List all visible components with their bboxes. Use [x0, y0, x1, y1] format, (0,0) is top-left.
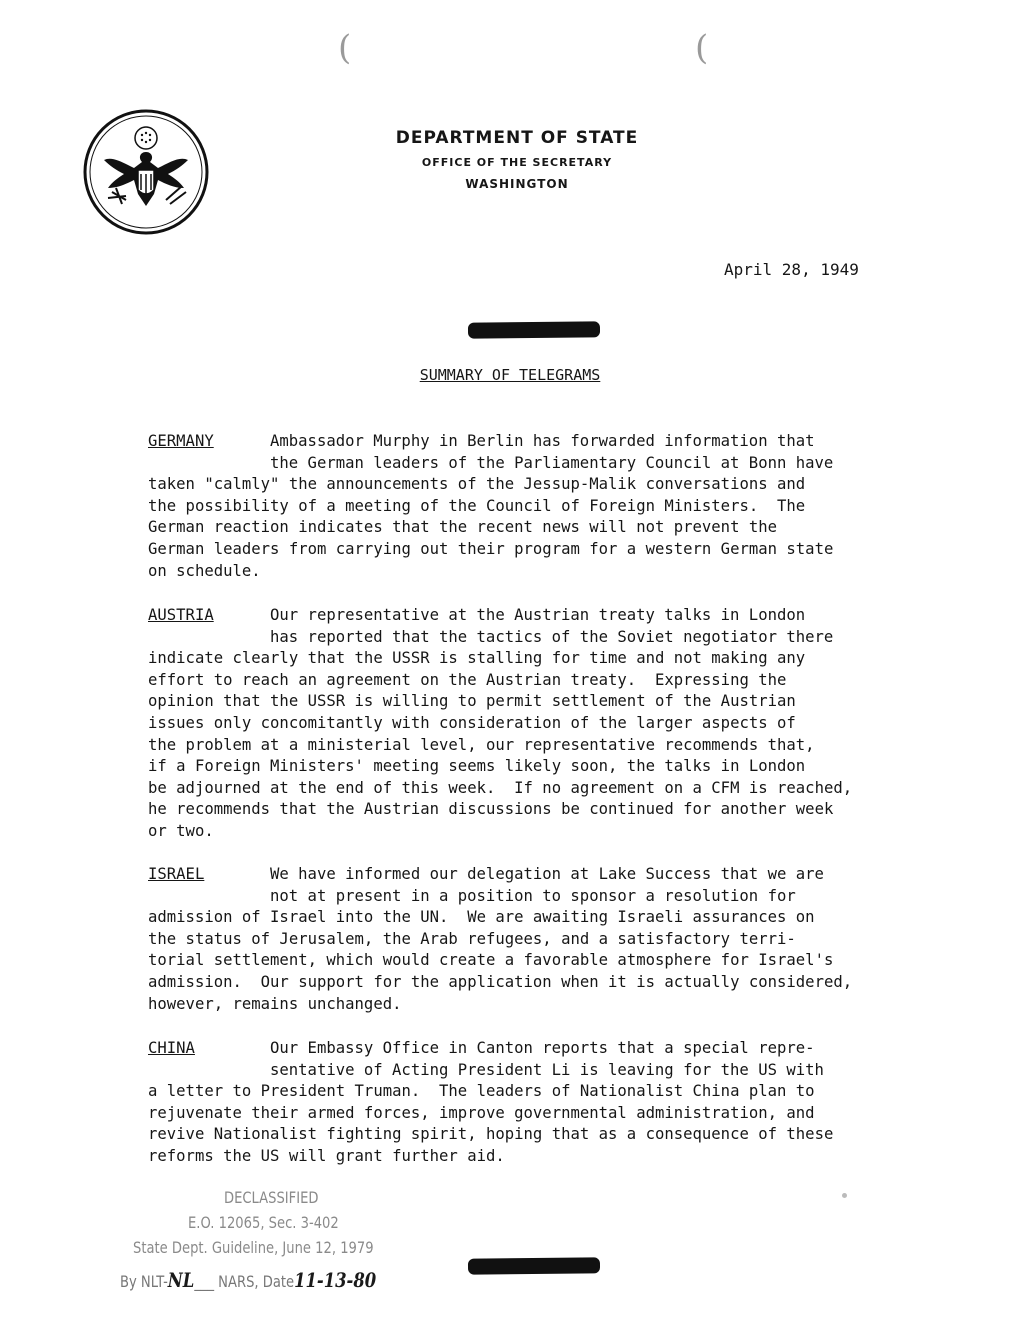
text-line: Ambassador Murphy in Berlin has forwarded information that: [270, 432, 815, 450]
section-label-germany: GERMANY: [148, 432, 214, 450]
document-date: April 28, 1949: [724, 260, 859, 279]
declassified-stamp-line2: E.O. 12065, Sec. 3-402: [188, 1213, 339, 1232]
letterhead-department: DEPARTMENT OF STATE: [395, 128, 639, 148]
letterhead-city: WASHINGTON: [465, 177, 569, 191]
text-line: has reported that the tactics of the Soviet negotiator there: [270, 627, 834, 646]
declassified-authority-line: [120, 1268, 376, 1292]
declassified-stamp-line3: State Dept. Guideline, June 12, 1979: [133, 1238, 374, 1257]
text-line: reforms the US will grant further aid.: [148, 1146, 505, 1165]
text-line: a letter to President Truman. The leaders of Nationalist China plan to: [148, 1082, 815, 1101]
text-line: or two.: [148, 821, 214, 840]
section-china: [148, 1038, 958, 1168]
punch-hole-mark-right: (: [695, 28, 709, 68]
declassified-stamp-line1: DECLASSIFIED: [224, 1188, 319, 1207]
section-label-israel: ISRAEL: [148, 865, 205, 883]
text-line: the problem at a ministerial level, our representative recommends that,: [148, 735, 815, 754]
letterhead: [330, 128, 704, 191]
section-israel: [148, 864, 958, 1015]
text-line: the German leaders of the Parliamentary Council at Bonn have: [270, 453, 834, 472]
text-line: on schedule.: [148, 561, 261, 580]
section-austria: [148, 605, 958, 843]
text-line: torial settlement, which would create a favorable atmosphere for Israel's: [148, 951, 834, 970]
department-seal-icon: [82, 108, 210, 236]
text-line: indicate clearly that the USSR is stalling for time and not making any: [148, 649, 806, 668]
text-line: rejuvenate their armed forces, improve governmental administration, and: [148, 1103, 815, 1122]
text-line: admission. Our support for the application when it is actually considered,: [148, 972, 853, 991]
text-line: he recommends that the Austrian discussions be continued for another week: [148, 800, 834, 819]
text-line: not at present in a position to sponsor a resolution for: [270, 886, 796, 905]
authority-middle: ___ NARS, Date: [194, 1272, 295, 1291]
redacted-classification-top: [468, 321, 600, 338]
authority-initials: NL: [167, 1268, 195, 1292]
text-line: however, remains unchanged.: [148, 994, 402, 1013]
text-line: issues only concomitantly with consideration of the larger aspects of: [148, 713, 796, 732]
text-line: taken "calmly" the announcements of the Jessup-Malik conversations and: [148, 475, 806, 494]
text-line: opinion that the USSR is willing to permit settlement of the Austrian: [148, 692, 796, 711]
letterhead-office: OFFICE OF THE SECRETARY: [421, 156, 613, 169]
text-line: Our representative at the Austrian treaty talks in London: [270, 606, 806, 624]
text-line: revive Nationalist fighting spirit, hoping that as a consequence of these: [148, 1125, 834, 1144]
punch-hole-mark-left: (: [338, 28, 352, 68]
text-line: the possibility of a meeting of the Council of Foreign Ministers. The: [148, 496, 806, 515]
text-line: if a Foreign Ministers' meeting seems likely soon, the talks in London: [148, 757, 806, 776]
text-line: the status of Jerusalem, the Arab refugees, and a satisfactory terri-: [148, 929, 796, 948]
summary-heading: SUMMARY OF TELEGRAMS: [419, 366, 601, 384]
text-line: German reaction indicates that the recent news will not prevent the: [148, 518, 778, 537]
speck-mark: [842, 1193, 847, 1198]
text-line: Our Embassy Office in Canton reports that a special repre-: [270, 1039, 815, 1057]
text-line: sentative of Acting President Li is leaving for the US with: [270, 1060, 824, 1079]
authority-prefix: By NLT-: [120, 1272, 168, 1291]
text-line: German leaders from carrying out their program for a western German state: [148, 539, 834, 558]
authority-date: 11-13-80: [294, 1268, 377, 1292]
text-line: be adjourned at the end of this week. If no agreement on a CFM is reached,: [148, 778, 853, 797]
redacted-classification-bottom: [468, 1257, 600, 1274]
section-label-china: CHINA: [148, 1039, 195, 1057]
section-label-austria: AUSTRIA: [148, 606, 214, 624]
text-line: effort to reach an agreement on the Austrian treaty. Expressing the: [148, 670, 787, 689]
section-germany: [148, 431, 958, 582]
text-line: We have informed our delegation at Lake Success that we are: [270, 865, 824, 883]
text-line: admission of Israel into the UN. We are awaiting Israeli assurances on: [148, 908, 815, 927]
